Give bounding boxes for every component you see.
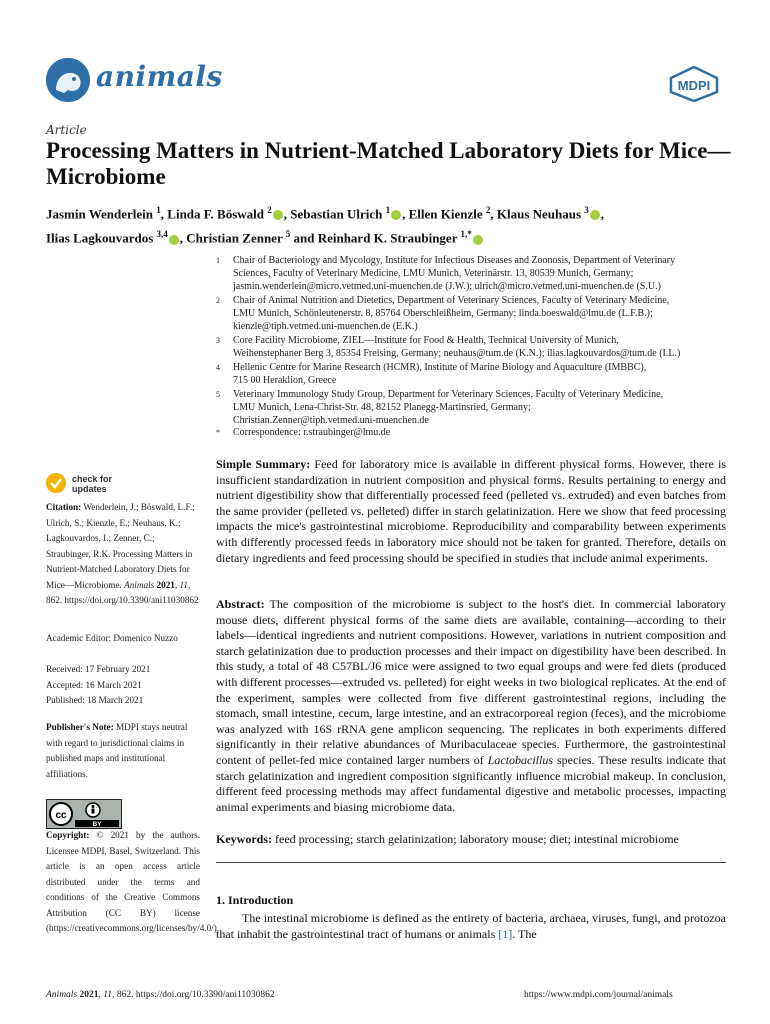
orcid-icon[interactable] bbox=[473, 235, 483, 245]
section-divider bbox=[216, 862, 726, 863]
affiliation-number: 1 bbox=[216, 256, 220, 265]
affiliation-text bbox=[233, 335, 733, 361]
keywords bbox=[216, 832, 726, 848]
author-affiliation-marker: 1 bbox=[156, 205, 161, 215]
footer-journal: Animals bbox=[46, 990, 78, 1000]
copyright-block bbox=[46, 828, 220, 937]
author-separator: , bbox=[283, 206, 291, 222]
publisher-note bbox=[46, 720, 200, 782]
author-affiliation-marker: 3,4 bbox=[156, 229, 168, 240]
affiliation-line: Hellenic Centre for Marine Research (HCMR), Institute of Marine Biology and Aquaculture (IMBBC), bbox=[233, 362, 647, 373]
abstract-label: Abstract: bbox=[216, 597, 265, 611]
author-name: Ellen Kienzle bbox=[408, 206, 486, 222]
keywords-text: feed processing; starch gelatinization; laboratory mouse; diet; intestinal microbiome bbox=[275, 832, 679, 846]
affiliation-line: Chair of Animal Nutrition and Dietetics, Department of Veterinary Sciences, Faculty of Veterinary Medicine, bbox=[233, 295, 670, 306]
footer-year: 2021 bbox=[79, 990, 99, 1000]
simple-summary-text: Feed for laboratory mice is available in different physical forms. However, there is insufficient standardization in nutrient composition and physical forms. Results pertaining to energy and nutrient digestibility show that differentially processed feed (pelleted vs. extruded) and even batches from the same provider (pelleted vs. pelleted) differ in starch gelatinization. Here we show that feed processing impacts the mice's gastrointestinal microbiome. Reproducibility and comparability between experiments with differently processed feeds in laboratory mice should not be taken for granted. Therefore, details on dietary ingredients and feed processing should be specified in studies that include animal experiments. bbox=[216, 457, 726, 565]
abstract-text-end: species. These results indicate that starch gelatinization and ingredient composition significantly influence microbial makeup. In conclusion, different feed processing methods may affect fundamental digestive and metabolic processes, impacting animal experiments and biasing microbiome data. bbox=[216, 752, 727, 814]
affiliation-text bbox=[233, 389, 733, 428]
affiliation-number: 5 bbox=[216, 390, 220, 399]
author-name: Jasmin Wenderlein bbox=[46, 206, 157, 222]
affiliation-line: LMU Munich, Lena-Christ-Str. 48, 82152 Planegg-Martinsried, Germany; bbox=[233, 401, 531, 413]
publisher-note-text: MDPI stays neutral with regard to jurisdictional claims in published maps and institutional affiliations. bbox=[46, 722, 188, 779]
article-title: Processing Matters in Nutrient-Matched Laboratory Diets for Mice—Microbiome bbox=[46, 138, 731, 189]
affiliation-text bbox=[233, 255, 733, 294]
introduction-text bbox=[216, 911, 726, 942]
author-name: Linda F. Böswald bbox=[167, 206, 268, 222]
orcid-icon[interactable] bbox=[391, 210, 401, 220]
orcid-icon[interactable] bbox=[590, 210, 600, 220]
affiliation-line: Weihenstephaner Berg 3, 85354 Freising, Germany; neuhaus@tum.de (K.N.); ilias.lagkouvardos@tum.de (I.L.) bbox=[233, 347, 681, 359]
author-separator: , bbox=[600, 206, 605, 222]
citation-volume: 11 bbox=[179, 579, 188, 590]
affiliation-text bbox=[233, 427, 733, 440]
footer-journal-url[interactable]: https://www.mdpi.com/journal/animals bbox=[524, 990, 673, 1000]
author-affiliation-marker: 5 bbox=[285, 229, 291, 240]
footer-volume: 11 bbox=[103, 990, 113, 1000]
affiliation-line: Christian.Zenner@tiph.vetmed.uni-muenchen.de bbox=[233, 414, 429, 426]
intro-body: The intestinal microbiome is defined as the entirety of bacteria, archaea, viruses, fungi, and protozoa that inhabit the gastrointestinal tract of humans or animals bbox=[216, 911, 726, 941]
affiliation-number: 3 bbox=[216, 336, 220, 345]
publisher-note-label: Publisher's Note: bbox=[46, 722, 114, 732]
citation-block: Citation: Wenderlein, J.; Böswald, L.F.; Ulrich, S.; Kienzle, E.; Neuhaus, K.; Lagkouvardos, I.; Zenner, C.; Straubinger, R.K. Processing Matters in Nutrient-Matched Laboratory Diets for Mice—Microbiome. Animals 2021, 11, 862. https://doi.org/10.3390/ani11030862 bbox=[46, 502, 199, 605]
article-type: Article bbox=[46, 123, 87, 137]
citation-journal: Animals bbox=[124, 579, 155, 590]
check-line-1: check for bbox=[72, 474, 113, 484]
abstract-text: The composition of the microbiome is subject to the host's diet. In commercial laboratory mouse diets, different physical forms of the same diets are available, containing—according to their labels—identical ingredients and nutrient compositions. However, variations in nutrient composition and starch gelatinization due to production processes and their impact on digestibility have been described. In this study, a total of 48 C57BL/J6 mice were assigned to two equal groups and were fed diets (produced with different processes—extruded vs. pelleted) for eight weeks in two biological replicates. At the end of the experiment, samples were collected from five different gastrointestinal regions, including the stomach, small intestine, cecum, large intestine, and an extracorporeal region (feces), and the microbiome was analyzed with 16S rRNA gene amplicon sequencing. The replicates in both experiments differed significantly in their relative abundances of Muribaculaceae species. Furthermore, the gastrointestinal content of pellet-fed mice contained larger numbers of bbox=[216, 597, 726, 767]
dates-block bbox=[46, 662, 200, 709]
mdpi-logo-icon bbox=[668, 66, 720, 102]
author-separator: , bbox=[160, 206, 168, 222]
author-affiliation-marker: 2 bbox=[485, 205, 491, 215]
svg-text:cc: cc bbox=[55, 810, 67, 821]
affiliation-line: Correspondence: r.straubinger@lmu.de bbox=[233, 427, 391, 438]
author-affiliation-marker: 3 bbox=[584, 205, 589, 215]
keywords-label: Keywords: bbox=[216, 832, 272, 846]
author-name: Reinhard K. Straubinger bbox=[317, 230, 461, 246]
intro-reference-link[interactable]: [1] bbox=[498, 926, 513, 941]
copyright-text: © 2021 by the authors. Licensee MDPI, Basel, Switzerland. This article is an open access article distributed under the terms and conditions of the Creative Commons Attribution (CC BY) license (https://creativecommons.org/licenses/by/4.0/). bbox=[46, 830, 220, 933]
copyright-label: Copyright: bbox=[46, 830, 90, 840]
check-line-2: updates bbox=[72, 484, 107, 494]
footer-citation: Animals 2021, 11, 862. https://doi.org/10.3390/ani11030862 bbox=[46, 990, 275, 1000]
affiliation-number: * bbox=[216, 428, 220, 437]
affiliation-line: jasmin.wenderlein@micro.vetmed.uni-muenchen.de (J.W.); ulrich@micro.vetmed.uni-muenchen.de (S.U.) bbox=[233, 280, 661, 292]
mdpi-logo-text: MDPI bbox=[677, 78, 711, 93]
citation-label: Citation: bbox=[46, 502, 82, 512]
footer-doi-link[interactable]: , 862. https://doi.org/10.3390/ani11030862 bbox=[112, 990, 275, 1000]
accepted-date: Accepted: 16 March 2021 bbox=[46, 679, 142, 690]
journal-name: animals bbox=[96, 60, 223, 93]
journal-logo-icon bbox=[46, 58, 90, 102]
academic-editor: Academic Editor: Domenico Nuzzo bbox=[46, 633, 178, 643]
affiliation-line: 715 00 Heraklion, Greece bbox=[233, 374, 337, 386]
published-date: Published: 18 March 2021 bbox=[46, 695, 144, 705]
citation-text: Wenderlein, J.; Böswald, L.F.; Ulrich, S.; Kienzle, E.; Neuhaus, K.; Lagkouvardos, I.; Zenner, C.; Straubinger, R.K. Processing Matters in Nutrient-Matched Laboratory Diets for Mice—Microbiome. bbox=[46, 502, 195, 590]
orcid-icon[interactable] bbox=[169, 235, 179, 245]
affiliation-line: Core Facility Microbiome, ZIEL—Institute for Food & Health, Technical University of Munich, bbox=[233, 335, 619, 346]
affiliation-line: Sciences, Faculty of Veterinary Medicine, LMU Munich, Veterinärstr. 13, 80539 Munich, Germany; bbox=[233, 267, 634, 279]
author-name: Klaus Neuhaus bbox=[496, 206, 585, 222]
affiliation-text bbox=[233, 362, 733, 388]
affiliation-line: LMU Munich, Schönleutenerstr. 8, 85764 Oberschleißheim, Germany; linda.boeswald@lmu.de (L.F.B.); bbox=[233, 307, 653, 319]
author-separator: , bbox=[179, 230, 187, 246]
author-separator: , bbox=[490, 206, 497, 222]
affiliation-number: 4 bbox=[216, 363, 220, 372]
check-for-updates-icon[interactable] bbox=[46, 473, 66, 493]
author-name: Sebastian Ulrich bbox=[290, 206, 386, 222]
simple-summary-label: Simple Summary: bbox=[216, 457, 311, 471]
received-date: Received: 17 February 2021 bbox=[46, 664, 151, 674]
author-affiliation-marker: 1 bbox=[385, 205, 391, 215]
abstract-genus: Lactobacillus bbox=[487, 752, 554, 767]
introduction-heading: 1. Introduction bbox=[216, 893, 294, 907]
citation-pages[interactable]: , 862. https://doi.org/10.3390/ani11030862 bbox=[46, 579, 199, 605]
affiliation-line: kienzle@tiph.vetmed.uni-muenchen.de (E.K.) bbox=[233, 320, 418, 332]
orcid-icon[interactable] bbox=[273, 210, 283, 220]
affiliation-number: 2 bbox=[216, 296, 220, 305]
cc-by-license-icon[interactable] bbox=[46, 799, 122, 829]
author-affiliation-marker: 2 bbox=[267, 205, 272, 215]
affiliation-line: Chair of Bacteriology and Mycology, Institute for Infectious Diseases and Zoonosis, Department of Veterinary bbox=[233, 255, 676, 266]
check-for-updates-link[interactable] bbox=[72, 474, 112, 494]
citation-year: 2021 bbox=[156, 579, 175, 590]
author-separator: and bbox=[290, 230, 318, 246]
author-list bbox=[46, 200, 726, 249]
author-separator: , bbox=[402, 206, 409, 222]
author-name: Ilias Lagkouvardos bbox=[46, 230, 157, 246]
simple-summary bbox=[216, 457, 726, 566]
intro-body-end: . The bbox=[512, 926, 537, 941]
affiliation-text bbox=[233, 295, 733, 334]
author-name: Christian Zenner bbox=[186, 230, 286, 246]
author-affiliation-marker: 1,* bbox=[460, 229, 472, 240]
svg-text:BY: BY bbox=[92, 821, 102, 828]
abstract bbox=[216, 597, 726, 815]
affiliation-line: Veterinary Immunology Study Group, Department for Veterinary Sciences, Faculty of Veterinary Medicine, bbox=[233, 389, 664, 400]
